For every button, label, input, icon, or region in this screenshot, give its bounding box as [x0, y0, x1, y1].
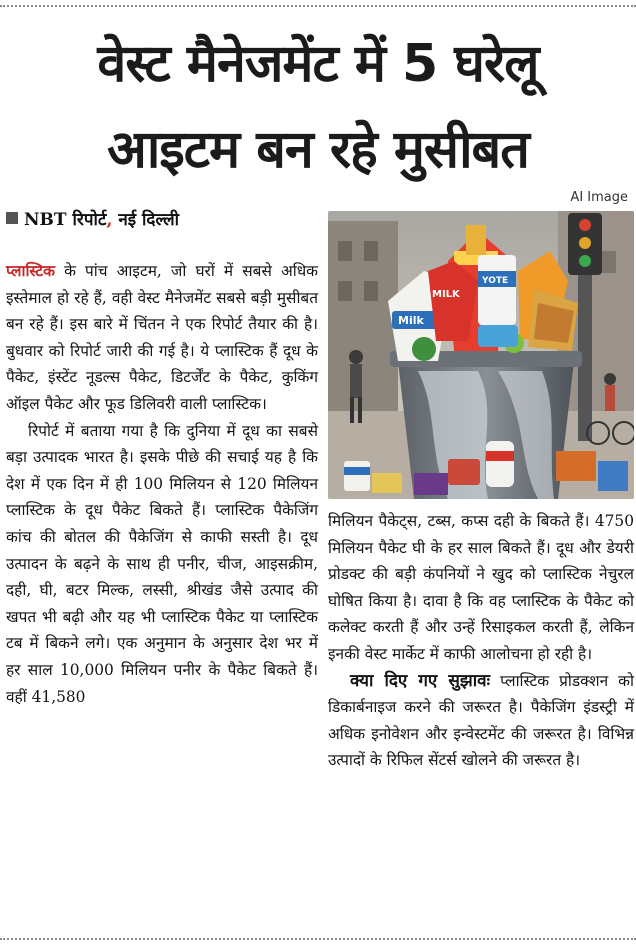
paragraph-1-text: के पांच आइटम, जो घरों में सबसे अधिक इस्तेमाल हो रहे हैं, वही वेस्ट मैनेजमेंट सबसे बड़ी मुसीबत बन रहे हैं। इस बारे में चिंतन ने एक रिपोर्ट तैयार की है। बुधवार को रिपोर्ट जारी की गई है। ये प्लास्टिक हैं दूध के पैकेट, इंस्टेंट नूडल्स पैकेट, डिटर्जेंट के पैकेट, कुकिंग ऑइल पैकेट और फूड डिलिवरी वाली प्लास्टिक। [6, 262, 318, 413]
byline-place: नई दिल्ली [118, 210, 180, 230]
lead-word: प्लास्टिक [6, 262, 55, 280]
article-illustration [328, 211, 634, 499]
paragraph-3 [328, 668, 634, 774]
paragraph-1 [6, 258, 318, 418]
paragraph-2-right: मिलियन पैकेट्स, टब्स, कप्स दही के बिकते हैं। 4750 मिलियन पैकेट घी के हर साल बिकते हैं। दूध और डेयरी प्रोडक्ट की बड़ी कंपनियों ने खुद को प्लास्टिक नेचुरल घोषित किया है। दावा है कि वह प्लास्टिक के पैकेट को कलेक्ट करती हैं और उन्हें रिसाइकल करती हैं, लेकिन इनकी वेस्ट मार्केट में काफी आलोचना हो रही है। [328, 512, 634, 663]
article-column-right [328, 508, 634, 774]
milk-label-2: MILK [432, 289, 460, 300]
ai-image-tag: AI Image [570, 190, 628, 205]
top-border [0, 5, 636, 7]
carton-label: YOTE [482, 276, 509, 286]
byline-separator: , [106, 210, 119, 230]
paragraph-2-left: रिपोर्ट में बताया गया है कि दुनिया में दूध का सबसे बड़ा उत्पादक भारत है। इसके पीछे की सचाई यह है कि देश में एक दिन में ही 100 मिलियन से 120 मिलियन प्लास्टिक के दूध पैकेट बिकते हैं। प्लास्टिक पैकेजिंग कांच की बोतल की पैकेजिंग से काफी सस्ती है। दूध उत्पादन के बढ़ने के साथ ही पनीर, चीज, आइसक्रीम, दही, घी, बटर मिल्क, लस्सी, श्रीखंड जैसे उत्पाद की खपत भी बढ़ी और यह भी प्लास्टिक पैकेट या प्लास्टिक टब में बिकने लगे। एक अनुमान के अनुसार देश भर में हर साल 10,000 मिलियन पनीर के पैकेट बिकते हैं। वहीं 41,580 [6, 421, 318, 706]
article-column-left [6, 258, 318, 710]
bottom-border [0, 938, 636, 940]
byline-agency: NBT रिपोर्ट [24, 210, 107, 230]
milk-label-1: Milk [398, 314, 424, 327]
paragraph-3-text: प्लास्टिक प्रोडक्शन को डिकार्बनाइज करने की जरूरत है। पैकेजिंग इंडस्ट्री में अधिक इनोवेशन और इन्वेस्टमेंट की जरूरत है। विभिन्न उत्पादों के रिफिल सेंटर्स खोलने की जरूरत है। [328, 671, 634, 770]
byline [6, 207, 179, 230]
headline-line-1: वेस्ट मैनेजमेंट में 5 घरेलू [97, 34, 539, 94]
bullet-square-icon [6, 212, 18, 224]
suggestions-subheading: क्या दिए गए सुझावः [350, 670, 491, 691]
headline-line-2: आइटम बन रहे मुसीबत [107, 120, 529, 180]
